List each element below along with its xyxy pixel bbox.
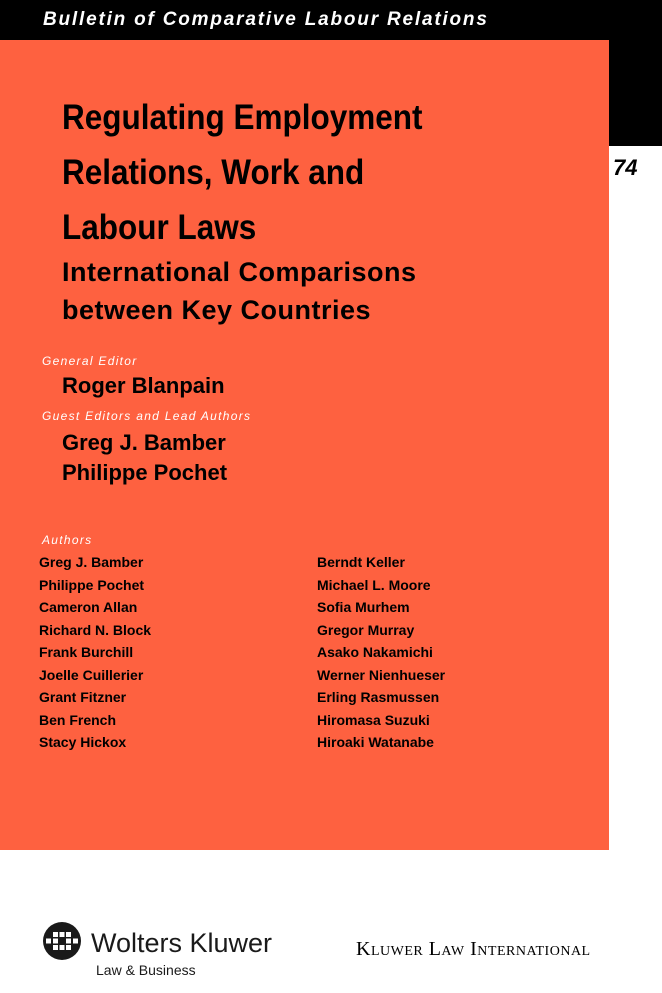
author-name: Grant Fitzner: [39, 689, 127, 705]
publisher-imprint: Kluwer Law International: [356, 938, 591, 960]
author-name: Greg J. Bamber: [39, 554, 144, 570]
series-bar: [0, 0, 662, 40]
author-name: Cameron Allan: [39, 599, 138, 615]
publisher-name: Wolters Kluwer: [91, 928, 273, 958]
authors-list-right: [317, 551, 445, 754]
book-title-line: Relations, Work and: [62, 153, 365, 192]
book-title-line: Labour Laws: [62, 208, 257, 247]
book-subtitle-line: International Comparisons: [62, 257, 417, 287]
author-name: Philippe Pochet: [39, 576, 145, 593]
author-name: Werner Nienhueser: [317, 666, 446, 683]
author-name: Gregor Murray: [317, 621, 415, 638]
author-name: Hiroaki Watanabe: [317, 734, 434, 750]
author-name: Michael L. Moore: [317, 576, 431, 593]
wolters-kluwer-logo-icon: [42, 921, 82, 961]
guest-editors-label: Guest Editors and Lead Authors: [42, 409, 252, 423]
authors-label: Authors: [42, 533, 93, 547]
author-name: Hiromasa Suzuki: [317, 711, 430, 728]
author-name: Joelle Cuillerier: [39, 666, 144, 683]
book-title-line: Regulating Employment: [62, 98, 423, 137]
general-editor-label: General Editor: [42, 354, 138, 368]
author-name: Erling Rasmussen: [317, 689, 440, 705]
author-name: Ben French: [39, 711, 117, 728]
guest-editor-name: Philippe Pochet: [62, 460, 228, 485]
guest-editor-name: Greg J. Bamber: [62, 430, 226, 455]
author-name: Stacy Hickox: [39, 734, 127, 750]
author-name: Asako Nakamichi: [317, 644, 433, 660]
book-subtitle: [62, 253, 417, 329]
author-name: Berndt Keller: [317, 554, 405, 570]
book-subtitle-line: between Key Countries: [62, 295, 372, 325]
book-title: [62, 90, 423, 255]
general-editor-name: Roger Blanpain: [62, 373, 225, 398]
spine-block: [609, 40, 662, 146]
authors-list-left: [39, 551, 151, 754]
volume-number: 74: [613, 155, 638, 180]
author-name: Frank Burchill: [39, 644, 134, 660]
publisher-tagline: Law & Business: [96, 962, 196, 978]
author-name: Richard N. Block: [39, 621, 152, 638]
series-title: Bulletin of Comparative Labour Relations: [43, 9, 489, 30]
author-name: Sofia Murhem: [317, 599, 410, 615]
